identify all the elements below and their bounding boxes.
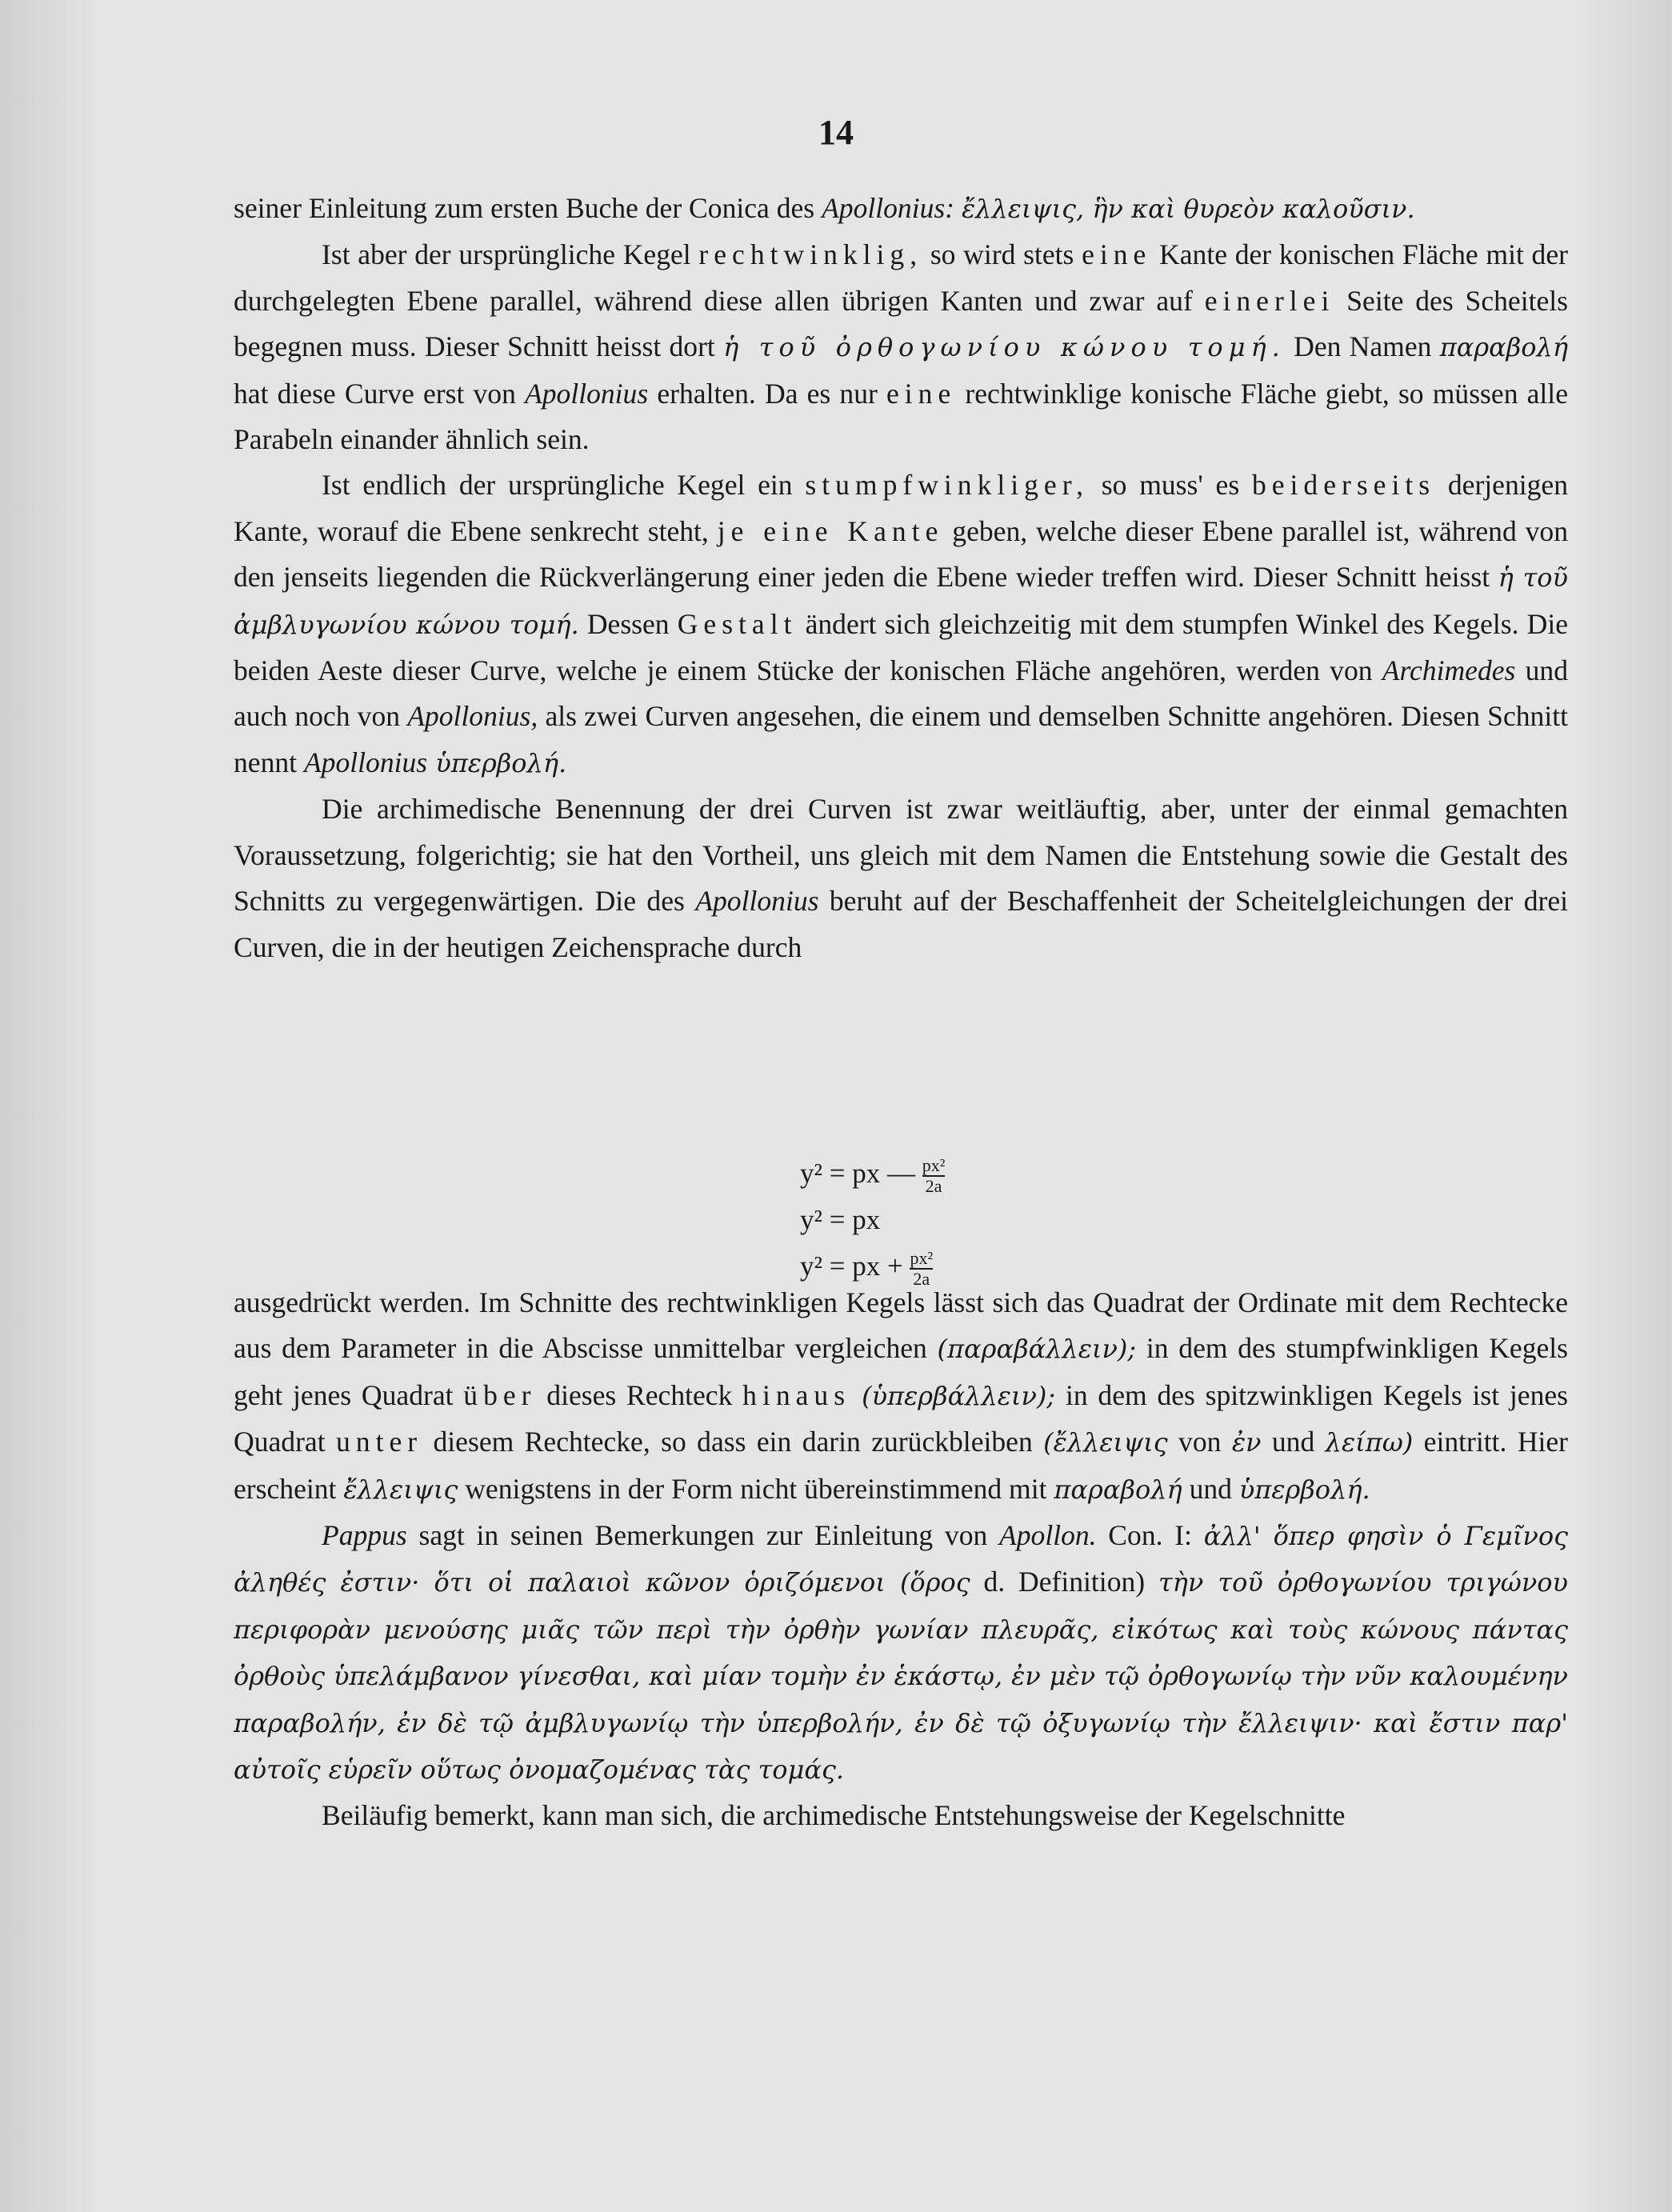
paragraph-4: ausgedrückt werden. Im Schnitte des rechtwinkligen Kegels lässt sich das Quadrat der Ordinate mit dem Rechtecke aus dem Parameter in die Abscisse unmittelbar vergleichen (παραβάλλειν); in dem des stumpfwinkligen Kegels geht jenes Quadrat über dieses Rechteck hinaus (ὑπερβάλλειν); in dem des spitzwinkligen Kegels ist jenes Quadrat unter diesem Rechtecke, so dass ein darin zurückbleiben (ἔλλειψις von ἐν und λείπω) eintritt. Hier erscheint ἔλλειψις wenigstens in der Form nicht übereinstimmend mit παραβολή und ὑπερβολή. bbox=[234, 1286, 1569, 1505]
equation-ellipse: y² = px — $\frac{\text{px²}}{2a}$ bbox=[800, 1154, 946, 1196]
paragraph-6: Beiläufig bemerkt, kann man sich, die archimedische Entstehungsweise der Kegelschnitte bbox=[322, 1799, 1346, 1832]
paragraph-3: Die archimedische Benennung der drei Curven ist zwar weitläuftig, aber, unter der einmal gemachten Voraussetzung, folgerichtig; sie hat den Vortheil, uns gleich mit dem Namen die Entstehung sowie die Gestalt des Schnitts zu vergegenwärtigen. Die des Apollonius beruht auf der Beschaffenheit der Scheitelgleichungen der drei Curven, die in der heutigen Zeichensprache durch bbox=[234, 793, 1569, 963]
equation-parabola: y² = px bbox=[800, 1204, 881, 1235]
lower-text bbox=[234, 1280, 1568, 1839]
upper-text bbox=[234, 186, 1568, 970]
fraction: $\frac{\text{px²}}{2a}$ bbox=[922, 1154, 946, 1196]
paragraph-5: Pappus sagt in seinen Bemerkungen zur Einleitung von Apollon. Con. I: ἀλλ' ὅπερ φησὶν ὁ Γεμῖνος ἀληθές ἐστιν· ὅτι οἱ παλαιοὶ κῶνον ὁριζόμενοι (ὅρος d. Definition) τὴν τοῦ ὀρθογωνίου τριγώνου περιφορὰν μενούσης μιᾶς τῶν περὶ τὴν ὀρθὴν γωνίαν πλευρᾶς, εἰκότως καὶ τοὺς κώνους πάντας ὀρθοὺς ὑπελάμβανον γίνεσθαι, καὶ μίαν τομὴν ἐν ἑκάστῳ, ἐν μὲν τῷ ὀρθογωνίῳ τὴν νῦν καλουμένην παραβολήν, ἐν δὲ τῷ ἀμβλυγωνίῳ τὴν ὑπερβολήν, ἐν δὲ τῷ ὀξυγωνίῳ τὴν ἔλλειψιν· καὶ ἔστιν παρ' αὐτοῖς εὑρεῖν οὕτως ὀνομαζομένας τὰς τομάς. bbox=[234, 1519, 1569, 1786]
fraction: $\frac{\text{px²}}{2a}$ bbox=[910, 1247, 934, 1289]
paragraph-0: seiner Einleitung zum ersten Buche der Conica des Apollonius: ἔλλειψις, ἣν καὶ θυρεὸν καλοῦσιν. bbox=[234, 192, 1415, 224]
equation-hyperbola: y² = px + $\frac{\text{px²}}{2a}$ bbox=[800, 1247, 934, 1289]
paragraph-1: Ist aber der ursprüngliche Kegel rechtwinklig, so wird stets eine Kante der konischen Fläche mit der durchgelegten Ebene parallel, während diese allen übrigen Kanten und zwar auf einerlei Seite des Scheitels begegnen muss. Dieser Schnitt heisst dort ἡ τοῦ ὀρθογωνίου κώνου τομή. Den Namen παραβολή hat diese Curve erst von Apollonius erhalten. Da es nur eine rechtwinklige konische Fläche giebt, so müssen alle Parabeln einander ähnlich sein. bbox=[234, 238, 1569, 456]
equations bbox=[800, 1150, 945, 1290]
paragraph-2: Ist endlich der ursprüngliche Kegel ein stumpfwinkliger, so muss' es beiderseits derjenigen Kante, worauf die Ebene senkrecht steht, je eine Kante geben, welche dieser Ebene parallel ist, während von den jenseits liegenden die Rückverlängerung einer jeden die Ebene wieder treffen wird. Dieser Schnitt heisst ἡ τοῦ ἀμβλυγωνίου κώνου τομή. Dessen Gestalt ändert sich gleichzeitig mit dem stumpfen Winkel des Kegels. Die beiden Aeste dieser Curve, welche je einem Stücke der konischen Fläche angehören, werden von Archimedes und auch noch von Apollonius, als zwei Curven angesehen, die einem und demselben Schnitte angehören. Diesen Schnitt nennt Apollonius ὑπερβολή. bbox=[234, 469, 1569, 778]
page-number: 14 bbox=[818, 113, 854, 152]
